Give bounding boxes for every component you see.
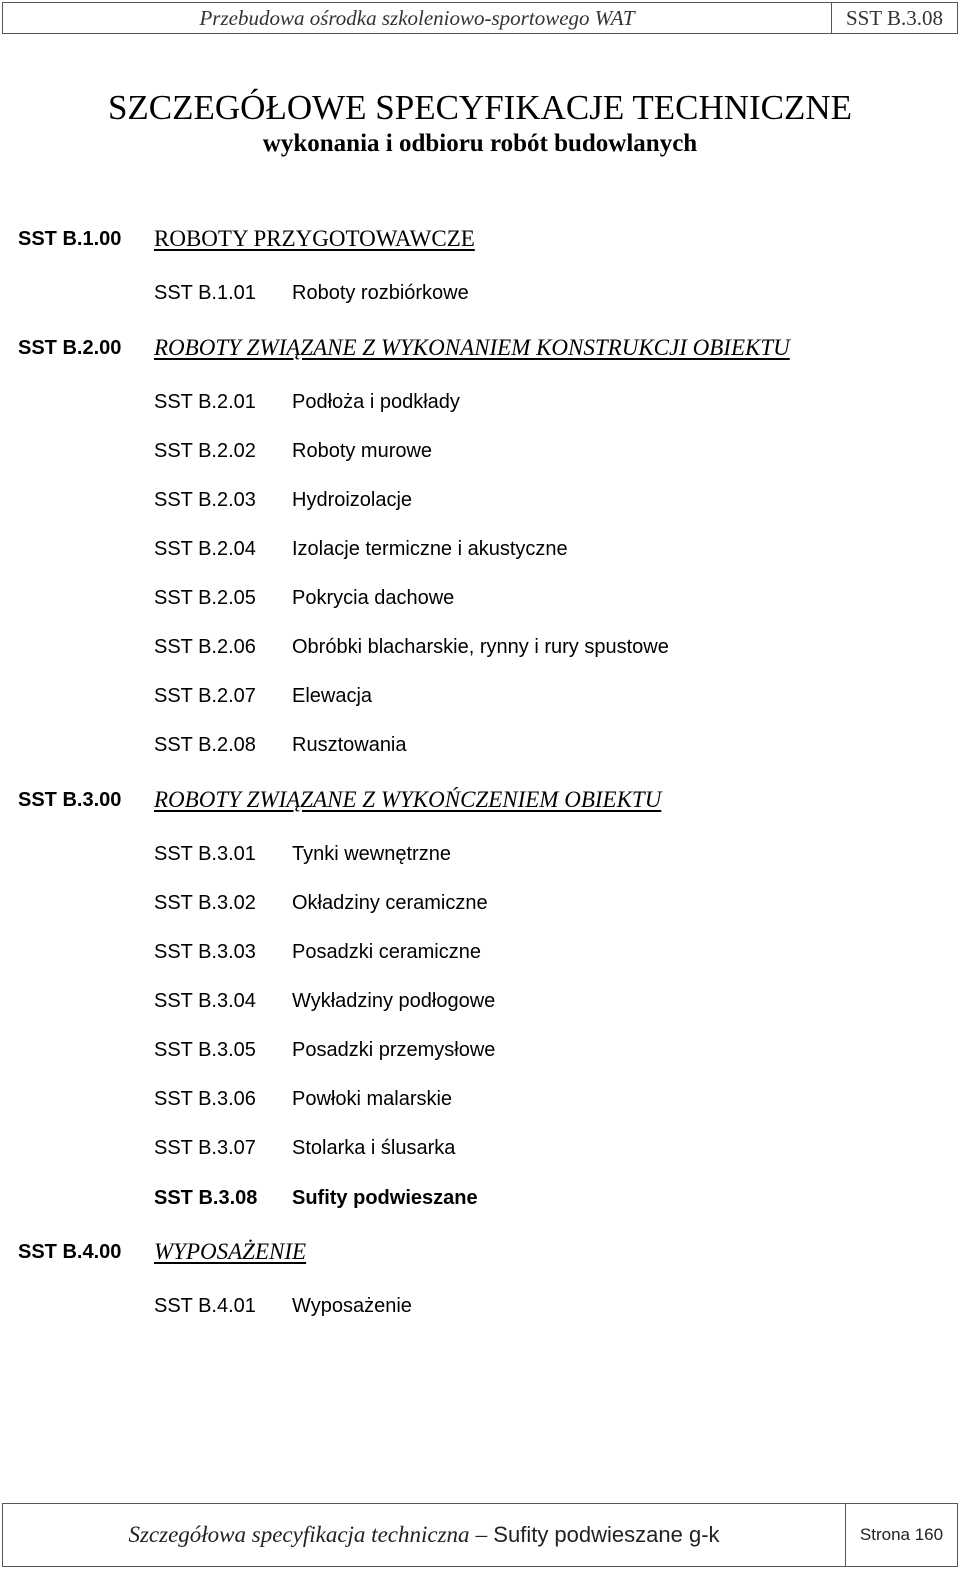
item-code: SST B.2.03 (154, 489, 256, 511)
item-title-current: Sufity podwieszane (292, 1187, 478, 1209)
document-title: SZCZEGÓŁOWE SPECYFIKACJE TECHNICZNE (107, 88, 853, 127)
item-title: Stolarka i ślusarka (292, 1137, 456, 1159)
item-code: SST B.2.02 (154, 440, 256, 462)
item-code: SST B.3.06 (154, 1088, 256, 1110)
footer-title-plain: Sufity podwieszane g-k (493, 1522, 720, 1547)
item-title: Roboty murowe (292, 440, 433, 462)
item-code: SST B.3.02 (154, 892, 256, 914)
item-title: Pokrycia dachowe (292, 587, 455, 609)
item-title: Elewacja (292, 685, 373, 707)
header-title: Przebudowa ośrodka szkoleniowo-sportowego WAT (199, 6, 635, 30)
item-code: SST B.3.05 (154, 1039, 256, 1061)
item-code: SST B.2.08 (154, 734, 256, 756)
item-title: Podłoża i podkłady (292, 391, 460, 413)
item-title: Posadzki ceramiczne (292, 941, 481, 963)
item-code: SST B.2.04 (154, 538, 256, 560)
page-footer (2, 1503, 958, 1567)
section-title: ROBOTY ZWIĄZANE Z WYKONANIEM KONSTRUKCJI OBIEKTU (154, 335, 790, 360)
item-code: SST B.3.07 (154, 1137, 256, 1159)
item-title: Wyposażenie (292, 1295, 412, 1317)
section-title: ROBOTY ZWIĄZANE Z WYKOŃCZENIEM OBIEKTU (154, 787, 662, 812)
item-title: Hydroizolacje (292, 489, 413, 511)
item-title: Izolacje termiczne i akustyczne (292, 538, 568, 560)
item-code: SST B.3.01 (154, 843, 256, 865)
section-title: ROBOTY PRZYGOTOWAWCZE (154, 226, 475, 251)
header-code: SST B.3.08 (831, 3, 957, 33)
item-code: SST B.2.06 (154, 636, 256, 658)
item-code: SST B.3.03 (154, 941, 256, 963)
section-code: SST B.3.00 (18, 789, 122, 811)
footer-title-italic: Szczegółowa specyfikacja techniczna (128, 1522, 470, 1547)
item-code: SST B.2.01 (154, 391, 256, 413)
page-header (2, 2, 958, 34)
section-code: SST B.4.00 (18, 1241, 122, 1263)
section-code: SST B.1.00 (18, 228, 122, 250)
item-code-current: SST B.3.08 (154, 1187, 258, 1209)
item-title: Roboty rozbiórkowe (292, 282, 469, 304)
item-code: SST B.2.05 (154, 587, 256, 609)
item-title: Obróbki blacharskie, rynny i rury spustowe (292, 636, 669, 658)
item-title: Rusztowania (292, 734, 407, 756)
item-title: Okładziny ceramiczne (292, 892, 488, 914)
item-code: SST B.1.01 (154, 282, 256, 304)
item-code: SST B.3.04 (154, 990, 256, 1012)
item-title: Powłoki malarskie (292, 1088, 453, 1110)
item-code: SST B.2.07 (154, 685, 256, 707)
section-code: SST B.2.00 (18, 337, 122, 359)
footer-dash: – (475, 1522, 488, 1547)
item-title: Wykładziny podłogowe (292, 990, 496, 1012)
page-number: Strona 160 (845, 1504, 957, 1566)
item-title: Tynki wewnętrzne (292, 843, 451, 865)
item-code: SST B.4.01 (154, 1295, 256, 1317)
section-title: WYPOSAŻENIE (154, 1239, 307, 1264)
item-title: Posadzki przemysłowe (292, 1039, 496, 1061)
footer-title (3, 1504, 845, 1566)
document-subtitle: wykonania i odbioru robót budowlanych (262, 130, 698, 157)
